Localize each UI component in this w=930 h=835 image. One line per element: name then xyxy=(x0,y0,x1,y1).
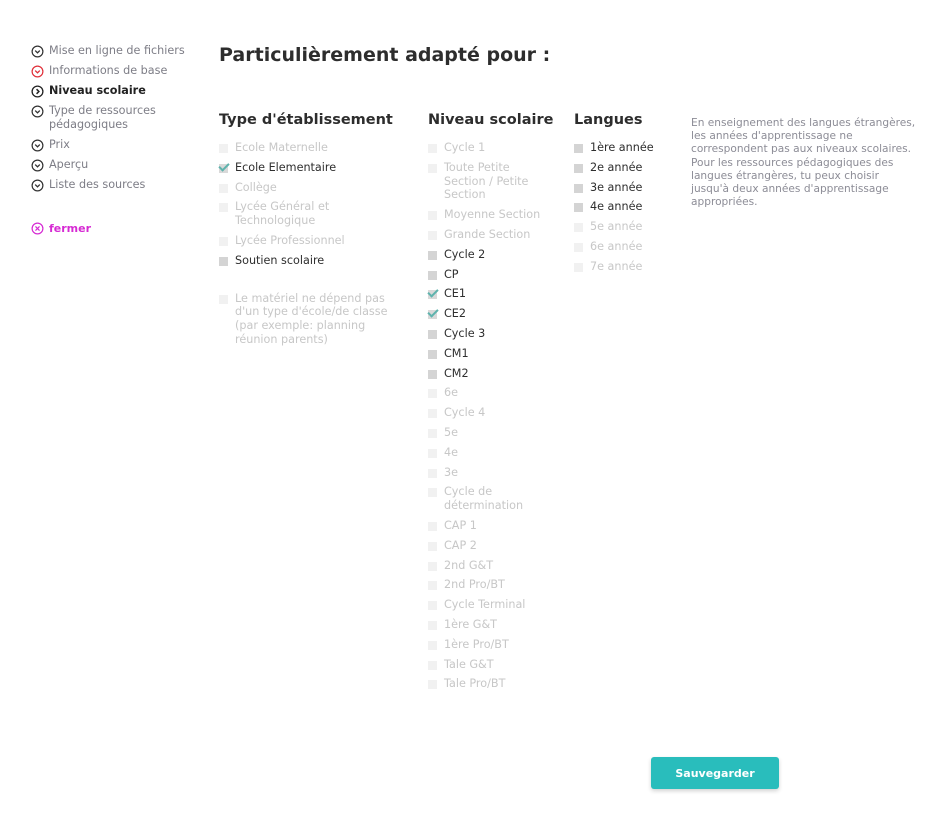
niveau-option-3e xyxy=(428,466,553,480)
close-label: fermer xyxy=(49,222,92,235)
langue-option-3e-annee[interactable] xyxy=(574,181,669,195)
niveau-option-cap-2 xyxy=(428,539,553,553)
niveau-option-cm2[interactable] xyxy=(428,367,553,381)
option-label: Cycle de détermination xyxy=(444,485,524,513)
checkbox xyxy=(428,449,437,458)
niveau-option-5e xyxy=(428,426,553,440)
checkbox xyxy=(219,184,228,193)
etablissement-options xyxy=(219,141,394,268)
checkbox-checked[interactable] xyxy=(428,290,437,299)
checkbox xyxy=(219,203,228,212)
option-label: Cycle 3 xyxy=(444,326,486,340)
option-label: 1ère G&T xyxy=(444,617,498,631)
sidebar-item-label: Liste des sources xyxy=(49,178,146,191)
niveau-heading: Niveau scolaire xyxy=(428,112,554,128)
checkbox xyxy=(428,581,437,590)
option-label: 3e xyxy=(444,465,459,479)
option-label: Moyenne Section xyxy=(444,208,541,222)
chevron-circle-icon xyxy=(31,139,44,152)
option-label: CE1 xyxy=(444,287,466,301)
checkbox-checked[interactable] xyxy=(219,164,228,173)
sidebar-item-label: Informations de base xyxy=(49,64,168,77)
langue-option-7e-annee xyxy=(574,260,669,274)
langues-options xyxy=(574,141,669,274)
option-label: 6e xyxy=(444,386,459,400)
niveau-option-1ere-pro-bt xyxy=(428,638,553,652)
sidebar-item-label: Niveau scolaire xyxy=(49,84,146,97)
checkbox[interactable] xyxy=(428,271,437,280)
checkbox xyxy=(428,621,437,630)
niveau-option-4e xyxy=(428,446,553,460)
checkbox xyxy=(219,144,228,153)
close-link[interactable] xyxy=(31,222,201,235)
niveau-option-1ere-g-t xyxy=(428,618,553,632)
option-label: Grande Section xyxy=(444,227,531,241)
option-label: Tale G&T xyxy=(444,657,494,671)
niveau-option-moyenne-section xyxy=(428,208,553,222)
checkbox xyxy=(428,522,437,531)
sidebar-item-informations-de-base[interactable] xyxy=(31,64,201,78)
checkbox xyxy=(219,295,228,304)
checkbox[interactable] xyxy=(428,251,437,260)
checkbox xyxy=(428,389,437,398)
checkbox xyxy=(428,601,437,610)
sidebar-item-label: Prix xyxy=(49,138,70,151)
etablissement-option-le-materiel-ne-depend-pas-d-un-type-d-ecole-de-classe-par-exemple-planning-reunion-parents xyxy=(219,292,394,347)
option-label: Ecole Maternelle xyxy=(235,141,328,154)
niveau-options xyxy=(428,141,553,691)
checkbox[interactable] xyxy=(219,257,228,266)
niveau-option-ce2[interactable] xyxy=(428,307,553,321)
sidebar-item-mise-en-ligne-de-fichiers[interactable] xyxy=(31,44,201,58)
option-label: CM1 xyxy=(444,346,469,360)
chevron-circle-icon xyxy=(31,105,44,118)
checkbox xyxy=(428,680,437,689)
option-label: 3e année xyxy=(590,180,643,194)
sidebar-items xyxy=(31,44,201,192)
etablissement-option-lycee-general-et-technologique xyxy=(219,200,394,228)
option-label: Cycle Terminal xyxy=(444,598,526,612)
option-label: CAP 2 xyxy=(444,538,477,552)
option-label: 1ère Pro/BT xyxy=(444,637,509,651)
option-label: Lycée Professionnel xyxy=(235,233,345,247)
close-circle-icon xyxy=(31,222,44,235)
option-label: 2e année xyxy=(590,160,643,174)
niveau-option-tale-g-t xyxy=(428,658,553,672)
sidebar-item-type-de-ressources-pedagogiques[interactable] xyxy=(31,104,201,132)
option-label: 2nd Pro/BT xyxy=(444,578,505,592)
option-label: 4e année xyxy=(590,200,643,214)
niveau-option-2nd-g-t xyxy=(428,559,553,573)
checkbox xyxy=(428,469,437,478)
option-label: Le matériel ne dépend pas d'un type d'école/de classe (par exemple: planning réunion parents) xyxy=(235,291,388,346)
option-label: Soutien scolaire xyxy=(235,253,325,267)
checkbox[interactable] xyxy=(574,164,583,173)
checkbox xyxy=(428,164,437,173)
option-label: CE2 xyxy=(444,307,466,321)
langue-option-5e-annee xyxy=(574,220,669,234)
langues-column xyxy=(574,111,669,280)
checkbox xyxy=(574,263,583,272)
option-label: Toute Petite Section / Petite Section xyxy=(444,160,529,202)
option-label: 2nd G&T xyxy=(444,558,494,572)
etablissement-column xyxy=(219,111,394,353)
option-label: Lycée Général et Technologique xyxy=(235,200,330,228)
option-label: 7e année xyxy=(590,259,643,273)
chevron-circle-error-icon xyxy=(31,65,44,78)
sidebar-item-prix[interactable] xyxy=(31,138,201,152)
option-label: 5e xyxy=(444,425,459,439)
chevron-circle-icon xyxy=(31,179,44,192)
checkbox xyxy=(428,231,437,240)
checkbox xyxy=(428,661,437,670)
langues-note: En enseignement des langues étrangères, les années d'apprentissage ne correspondent pas aux niveaux scolaires. Pour les ressources pédagogiques des langues étrangères, tu peux choisir jusqu'à deux années d'apprentissage appropriées. xyxy=(691,117,916,209)
page-title: Particulièrement adapté pour : xyxy=(219,44,551,66)
sidebar-item-liste-des-sources[interactable] xyxy=(31,178,201,192)
sidebar-item-label: Type de ressources pédagogiques xyxy=(49,104,156,131)
checkbox xyxy=(428,542,437,551)
langues-heading: Langues xyxy=(574,112,643,128)
checkbox xyxy=(428,429,437,438)
checkbox xyxy=(428,409,437,418)
niveau-column xyxy=(428,111,553,697)
chevron-circle-icon xyxy=(31,159,44,172)
langue-option-1ere-annee[interactable] xyxy=(574,141,669,155)
langue-option-6e-annee xyxy=(574,240,669,254)
sidebar-item-apercu[interactable] xyxy=(31,158,201,172)
checkbox xyxy=(428,641,437,650)
checkbox xyxy=(219,237,228,246)
niveau-option-cycle-3[interactable] xyxy=(428,327,553,341)
niveau-option-2nd-pro-bt xyxy=(428,578,553,592)
sidebar-item-label: Mise en ligne de fichiers xyxy=(49,44,185,57)
niveau-option-grande-section xyxy=(428,228,553,242)
save-button[interactable]: Sauvegarder xyxy=(651,757,779,789)
etablissement-heading: Type d'établissement xyxy=(219,112,393,128)
etablissement-option-soutien-scolaire[interactable] xyxy=(219,254,394,268)
niveau-option-tale-pro-bt xyxy=(428,677,553,691)
option-label: Tale Pro/BT xyxy=(444,677,506,691)
option-label: 6e année xyxy=(590,239,643,253)
niveau-option-cycle-2[interactable] xyxy=(428,248,553,262)
option-label: Cycle 4 xyxy=(444,406,486,420)
option-label: Cycle 2 xyxy=(444,247,486,261)
checkbox xyxy=(574,243,583,252)
niveau-option-cap-1 xyxy=(428,519,553,533)
arrow-circle-icon xyxy=(31,85,44,98)
option-label: Cycle 1 xyxy=(444,141,486,154)
etablissement-option-ecole-elementaire[interactable] xyxy=(219,161,394,175)
checkbox[interactable] xyxy=(428,330,437,339)
etablissement-option-ecole-maternelle xyxy=(219,141,394,155)
etablissement-option-lycee-professionnel xyxy=(219,234,394,248)
checkbox xyxy=(428,144,437,153)
option-label: 4e xyxy=(444,445,459,459)
sidebar-item-label: Aperçu xyxy=(49,158,89,171)
niveau-option-toute-petite-section-petite-section xyxy=(428,161,553,202)
option-label: Ecole Elementaire xyxy=(235,160,337,174)
niveau-option-cycle-1 xyxy=(428,141,553,155)
etablissement-option-college xyxy=(219,181,394,195)
checkbox xyxy=(574,223,583,232)
niveau-option-cycle-de-determination xyxy=(428,485,553,513)
option-label: 5e année xyxy=(590,220,643,234)
checkbox[interactable] xyxy=(574,184,583,193)
option-label: 1ère année xyxy=(590,141,654,154)
niveau-option-cycle-4 xyxy=(428,406,553,420)
langue-option-2e-annee[interactable] xyxy=(574,161,669,175)
option-label: Collège xyxy=(235,180,277,194)
checkbox[interactable] xyxy=(574,144,583,153)
checkbox[interactable] xyxy=(428,350,437,359)
niveau-option-ce1[interactable] xyxy=(428,287,553,301)
checkbox[interactable] xyxy=(428,370,437,379)
niveau-option-cp[interactable] xyxy=(428,268,553,282)
option-label: CAP 1 xyxy=(444,518,477,532)
niveau-option-6e xyxy=(428,386,553,400)
niveau-option-cm1[interactable] xyxy=(428,347,553,361)
langue-option-4e-annee[interactable] xyxy=(574,200,669,214)
checkbox xyxy=(428,562,437,571)
sidebar xyxy=(31,44,201,235)
option-label: CM2 xyxy=(444,366,469,380)
etablissement-extra xyxy=(219,292,394,347)
checkbox-checked[interactable] xyxy=(428,310,437,319)
checkbox[interactable] xyxy=(574,203,583,212)
checkbox xyxy=(428,488,437,497)
checkbox xyxy=(428,211,437,220)
chevron-circle-icon xyxy=(31,45,44,58)
niveau-option-cycle-terminal xyxy=(428,598,553,612)
option-label: CP xyxy=(444,267,459,281)
sidebar-item-niveau-scolaire[interactable] xyxy=(31,84,201,98)
